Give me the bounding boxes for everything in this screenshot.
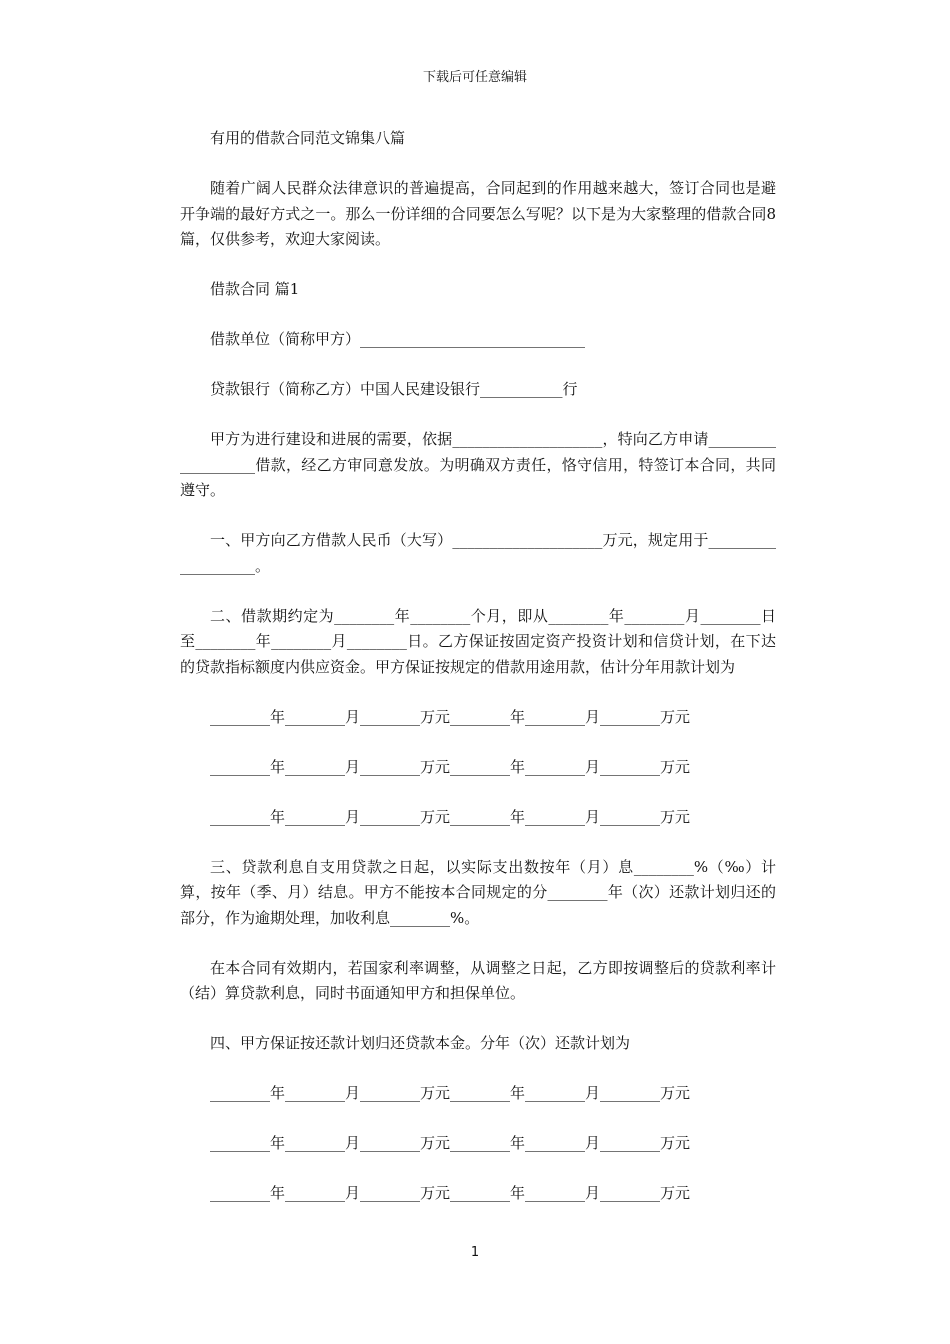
page-number: 1 xyxy=(470,1245,480,1260)
purpose-paragraph: 甲方为进行建设和进展的需要，依据____________________，特向乙方申请___________________借款，经乙方审同意发放。为明确双方责任，恪守信用，特签订本合同，共同遵守。 xyxy=(180,430,776,499)
usage-plan-row: ________年________月________万元________年________月________万元 xyxy=(210,807,691,826)
repay-plan xyxy=(180,1081,776,1207)
repay-plan-row: ________年________月________万元________年________月________万元 xyxy=(210,1134,691,1152)
clause-3: 三、贷款利息自支用贷款之日起，以实际支出数按年（月）息________%（‰）计算，按年（季、月）结息。甲方不能按本合同规定的分________年（次）还款计划归还的部分，作为逾期处理，加收利息________%。 xyxy=(180,857,776,927)
usage-plan xyxy=(180,705,776,831)
section-heading: 借款合同 篇1 xyxy=(210,280,300,298)
usage-plan-row: ________年________月________万元________年________月________万元 xyxy=(210,757,691,776)
lender-line: 贷款银行（简称乙方）中国人民建设银行___________行 xyxy=(210,380,578,398)
clause-1: 一、甲方向乙方借款人民币（大写）____________________万元，规定用于___________________。 xyxy=(180,531,776,575)
document-body xyxy=(180,126,776,1231)
repay-plan-row: ________年________月________万元________年________月________万元 xyxy=(210,1184,691,1202)
repay-plan-row: ________年________月________万元________年________月________万元 xyxy=(210,1084,691,1102)
usage-plan-row: ________年________月________万元________年________月________万元 xyxy=(210,707,691,726)
clause-2: 二、借款期约定为________年________个月，即从________年________月________日至________年________月________日。乙方保证按固定资产投资计划和信贷计划，在下达的贷款指标额度内供应资金。甲方保证按规定的借款用途用款，估计分年用款计划为 xyxy=(180,606,776,676)
page-header: 下载后可任意编辑 xyxy=(422,70,527,85)
clause-4: 四、甲方保证按还款计划归还贷款本金。分年（次）还款计划为 xyxy=(210,1034,631,1052)
document-title: 有用的借款合同范文锦集八篇 xyxy=(210,129,406,147)
rate-adjustment-paragraph: 在本合同有效期内，若国家利率调整，从调整之日起，乙方即按调整后的贷款利率计（结）算贷款利息，同时书面通知甲方和担保单位。 xyxy=(180,958,776,1002)
borrower-line: 借款单位（简称甲方）______________________________ xyxy=(210,330,586,348)
intro-paragraph: 随着广阔人民群众法律意识的普遍提高，合同起到的作用越来越大，签订合同也是避开争端的最好方式之一。那么一份详细的合同要怎么写呢？以下是为大家整理的借款合同8篇，仅供参考，欢迎大家阅读。 xyxy=(180,179,776,248)
